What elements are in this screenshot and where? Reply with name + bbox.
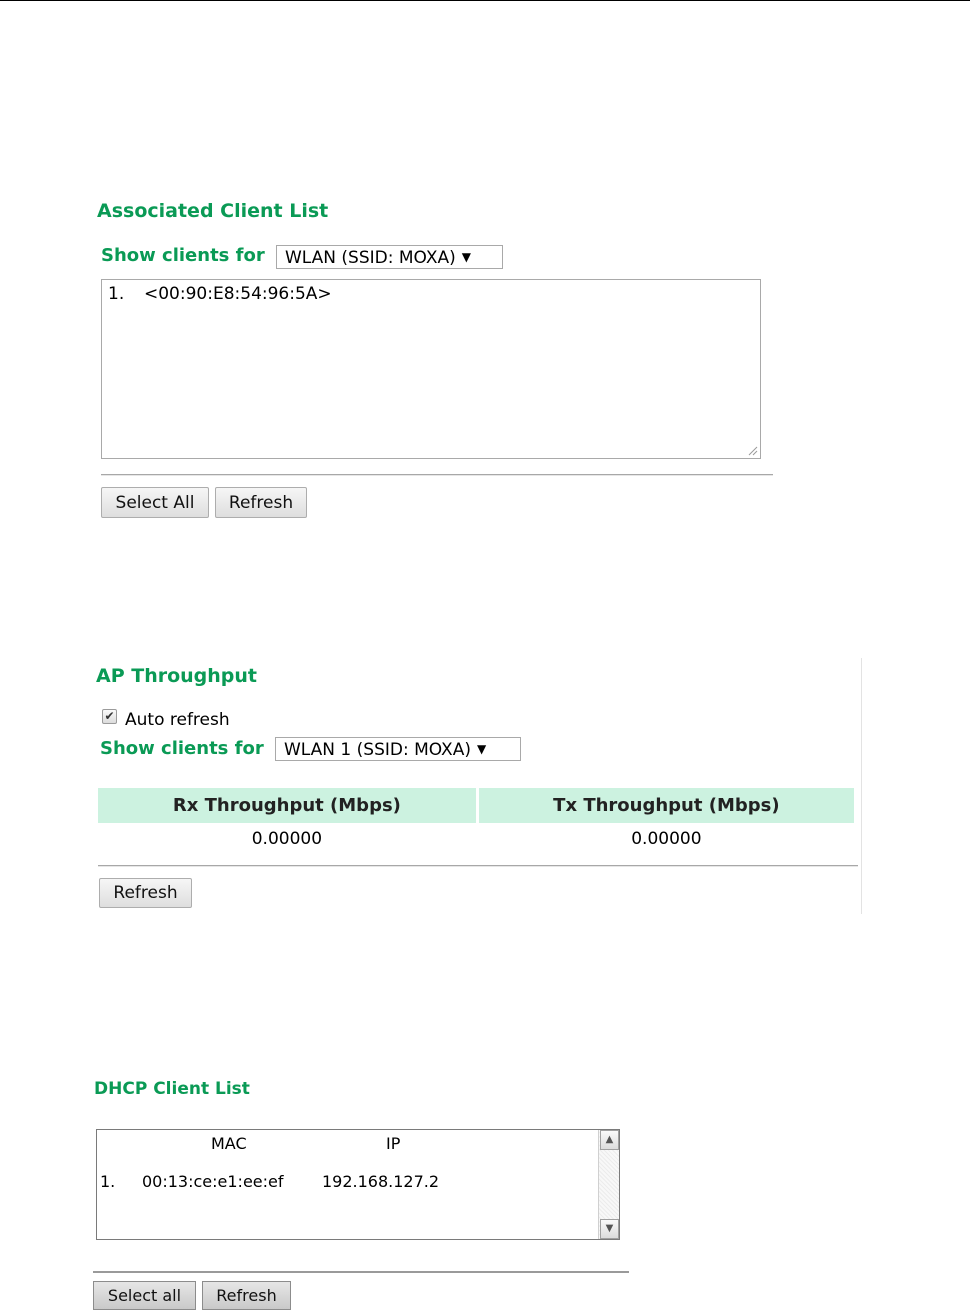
wlan-select-value: WLAN (SSID: MOXA) xyxy=(285,248,456,268)
tx-throughput-value: 0.00000 xyxy=(631,829,702,849)
client-list-item xyxy=(108,284,754,304)
client-list-textarea[interactable] xyxy=(101,279,761,459)
refresh-button[interactable]: Refresh xyxy=(99,878,192,908)
divider xyxy=(101,474,773,476)
top-rule xyxy=(0,0,970,1)
panel-border xyxy=(861,658,862,914)
show-clients-label: Show clients for xyxy=(101,245,265,266)
scroll-down-icon[interactable]: ▼ xyxy=(600,1219,619,1239)
dhcp-row-ip: 192.168.127.2 xyxy=(322,1172,440,1191)
dhcp-client-listbox[interactable] xyxy=(96,1129,620,1240)
auto-refresh-checkbox[interactable] xyxy=(102,709,117,724)
rx-throughput-value: 0.00000 xyxy=(251,829,323,849)
ap-throughput-title: AP Throughput xyxy=(96,665,258,687)
mac-column-header: MAC xyxy=(211,1134,247,1153)
dhcp-client-list-title: DHCP Client List xyxy=(94,1079,250,1099)
table-row xyxy=(98,823,854,855)
throughput-table xyxy=(95,788,857,855)
associated-client-list-title: Associated Client List xyxy=(97,200,329,222)
refresh-button[interactable]: Refresh xyxy=(215,487,307,518)
dhcp-row-mac: 00:13:ce:e1:ee:ef xyxy=(142,1172,284,1191)
wlan-select[interactable] xyxy=(275,737,521,761)
dropdown-arrow-icon: ▼ xyxy=(476,742,487,756)
checkmark-icon: ✔ xyxy=(104,709,115,723)
wlan-select[interactable] xyxy=(276,245,503,269)
show-clients-label: Show clients for xyxy=(100,738,264,759)
client-mac: <00:90:E8:54:96:5A> xyxy=(144,284,332,304)
ip-column-header: IP xyxy=(386,1134,401,1153)
divider xyxy=(98,865,858,867)
client-number: 1. xyxy=(108,284,125,304)
scroll-up-icon[interactable]: ▲ xyxy=(600,1130,619,1150)
rx-throughput-header: Rx Throughput (Mbps) xyxy=(98,788,476,823)
table-header-row xyxy=(98,788,854,823)
wlan-select-value: WLAN 1 (SSID: MOXA) xyxy=(284,740,471,760)
dropdown-arrow-icon: ▼ xyxy=(461,250,471,264)
resize-grip-icon[interactable] xyxy=(748,446,758,456)
vertical-scrollbar[interactable] xyxy=(598,1130,619,1239)
tx-throughput-header: Tx Throughput (Mbps) xyxy=(479,788,854,823)
select-all-button[interactable]: Select all xyxy=(93,1281,196,1310)
divider xyxy=(93,1271,629,1273)
select-all-button[interactable]: Select All xyxy=(101,487,209,518)
dhcp-row-number: 1. xyxy=(100,1172,116,1191)
refresh-button[interactable]: Refresh xyxy=(202,1281,291,1310)
auto-refresh-label: Auto refresh xyxy=(125,710,230,730)
